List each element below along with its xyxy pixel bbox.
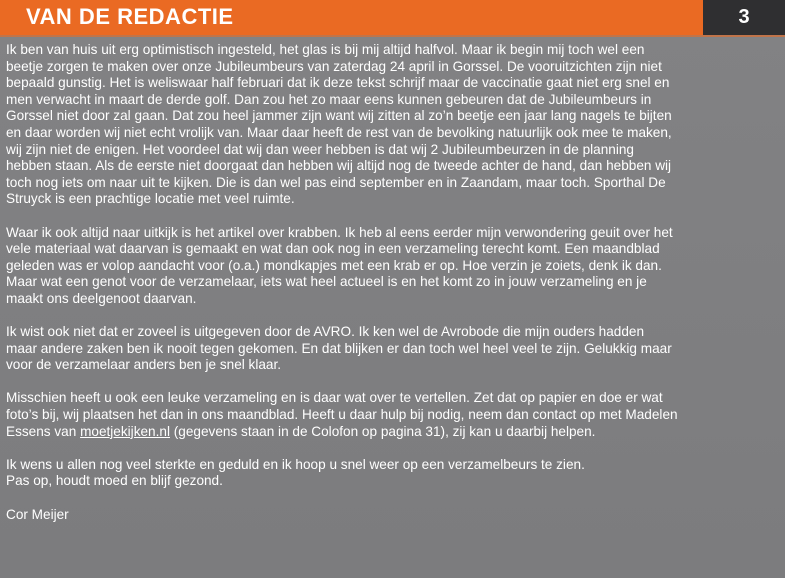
text-line: toch nog iets om naar uit te kijken. Die is dan wel pas eind september en in Zaandam, maar toch. Sporthal De xyxy=(6,174,666,190)
page-title: VAN DE REDACTIE xyxy=(26,4,234,29)
text-line: voor de verzamelaar anders ben je snel klaar. xyxy=(6,357,282,373)
text-line: beetje zorgen te maken over onze Jubileumbeurs van zaterdag 24 april in Gorssel. De vooruitzichten zijn niet xyxy=(6,58,662,74)
page-header xyxy=(0,0,785,35)
paragraph-2 xyxy=(6,225,776,308)
text-line: wij zijn niet de enigen. Het voordeel dat wij dan weer hebben is dat wij 2 Jubileumbeurzen in de planning xyxy=(6,141,634,157)
page-number: 3 xyxy=(738,6,750,28)
text-line: Ik ben van huis uit erg optimistisch ingesteld, het glas is bij mij altijd halfvol. Maar ik begin mij toch wel een xyxy=(6,42,645,57)
paragraph-1 xyxy=(6,42,776,208)
text-line: Gorssel niet door zal gaan. Dat zou heel jammer zijn want wij zitten al zo’n beetje een jaar lang nagels te bijten xyxy=(6,108,672,124)
author-name: Cor Meijer xyxy=(6,506,69,522)
text-line-with-link xyxy=(6,424,776,441)
text-line: Struyck is een prachtige locatie met veel ruimte. xyxy=(6,191,295,207)
text-line: foto’s bij, wij plaatsen het dan in ons maandblad. Heeft u daar hulp bij nodig, neem dan contact op met Madelen xyxy=(6,407,678,423)
text-line: Pas op, houdt moed en blijf gezond. xyxy=(6,473,223,489)
text-line: Ik wist ook niet dat er zoveel is uitgegeven door de AVRO. Ik ken wel de Avrobode die mijn ouders hadden xyxy=(6,324,645,340)
paragraph-5 xyxy=(6,457,776,490)
link-prefix: Essens van xyxy=(6,423,81,439)
text-line: en daar worden wij niet echt vrolijk van. Maar daar heeft de rest van de bevolking natuurlijk ook mee te maken, xyxy=(6,124,672,140)
paragraph-4 xyxy=(6,390,776,440)
text-line: vele materiaal wat daarvan is gemaakt en wat dan ook nog in een verzameling terecht komt. Een maandblad xyxy=(6,241,660,257)
text-line: maakt ons deelgenoot daarvan. xyxy=(6,290,197,306)
text-line: maar andere zaken ben ik nooit tegen gekomen. En dat blijken er dan toch wel heel veel te zijn. Gelukkig maar xyxy=(6,340,672,356)
header-divider xyxy=(0,35,785,37)
text-line: hebben staan. Als de eerste niet doorgaat dan hebben wij altijd nog de tweede achter de hand, dan hebben wij xyxy=(6,158,672,174)
text-line: Misschien heeft u ook een leuke verzameling en is daar wat over te vertellen. Zet dat op papier en doe er wat xyxy=(6,390,663,406)
signature xyxy=(6,507,776,524)
paragraph-3 xyxy=(6,324,776,374)
page-number-box xyxy=(703,0,785,35)
text-line: bepaald gunstig. Het is weliswaar half februari dat ik deze tekst schrijf maar de vaccinatie gaat niet erg snel en xyxy=(6,75,670,91)
text-line: Waar ik ook altijd naar uitkijk is het artikel over krabben. Ik heb al eens eerder mijn verwondering geuit over het xyxy=(6,224,673,240)
header-title-bar xyxy=(0,0,703,35)
text-line: Ik wens u allen nog veel sterkte en geduld en ik hoop u snel weer op een verzamelbeurs te zien. xyxy=(6,456,585,472)
link-suffix: (gegevens staan in de Colofon op pagina 31), zij kan u daarbij helpen. xyxy=(169,423,596,439)
text-line: Maar wat een genot voor de verzamelaar, iets wat heel actueel is en het komt zo in jouw verzameling en je xyxy=(6,274,647,290)
editorial-body xyxy=(6,42,776,540)
website-link[interactable]: moetjekijken.nl xyxy=(80,423,170,439)
text-line: geleden was er volop aandacht voor (o.a.) mondkapjes met een krab er op. Hoe verzin je zoiets, denk ik dan. xyxy=(6,257,662,273)
text-line: men verwacht in maart de derde golf. Dan zou het zo maar eens kunnen gebeuren dat de Jubileumbeurs in xyxy=(6,91,652,107)
